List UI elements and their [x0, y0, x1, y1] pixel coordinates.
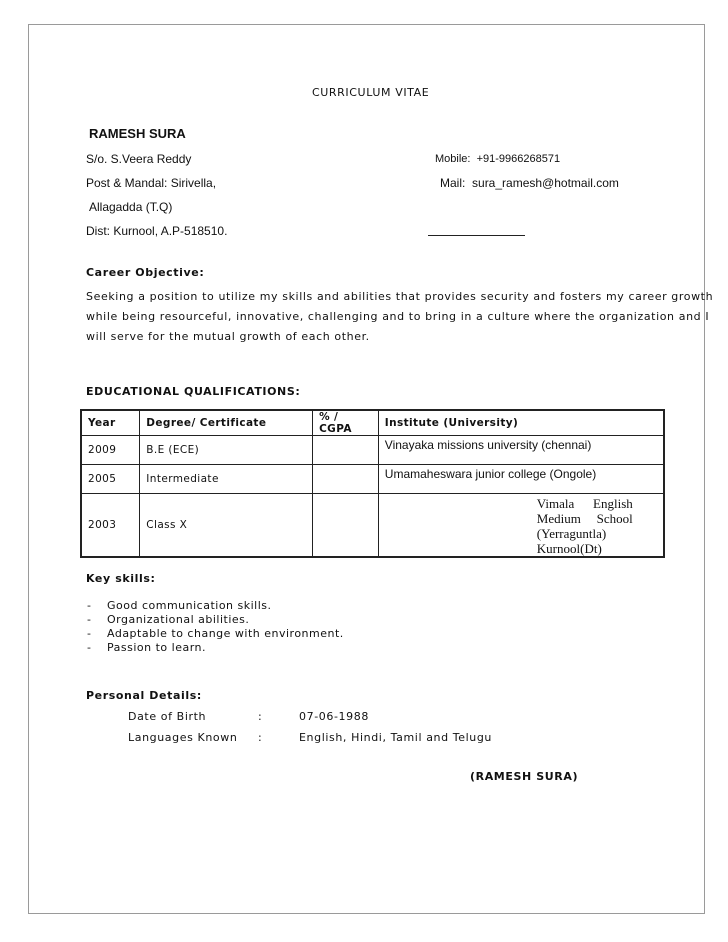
languages-value: English, Hindi, Tamil and Telugu [299, 731, 492, 744]
document-title: CURRICULUM VITAE [312, 86, 430, 99]
signature-name: (RAMESH SURA) [470, 770, 579, 783]
cell-degree: Intermediate [140, 465, 313, 494]
address-line-1: S/o. S.Veera Reddy [86, 152, 192, 166]
cell-year: 2005 [81, 465, 140, 494]
header-institute: Institute (University) [378, 410, 664, 436]
dob-label: Date of Birth [128, 710, 207, 723]
skill-text: Adaptable to change with environment. [107, 627, 344, 640]
applicant-name: RAMESH SURA [89, 126, 186, 141]
header-cgpa: % / CGPA [313, 410, 379, 436]
cell-degree: B.E (ECE) [140, 436, 313, 465]
mail-address: sura_ramesh@hotmail.com [472, 176, 619, 190]
cell-institute: Vinayaka missions university (chennai) [378, 436, 664, 465]
mobile-label: Mobile: [435, 153, 471, 165]
address-line-4: Dist: Kurnool, A.P-518510. [86, 224, 228, 238]
blank-underline [428, 235, 525, 236]
list-item: - Good communication skills. [87, 599, 272, 612]
cell-cgpa [313, 465, 379, 494]
cell-year: 2009 [81, 436, 140, 465]
skills-list [87, 599, 344, 655]
languages-colon: : [258, 731, 262, 744]
header-year: Year [81, 410, 140, 436]
list-item: - Organizational abilities. [87, 613, 250, 626]
mobile-number: +91-9966268571 [476, 153, 561, 165]
address-line-3: Allagadda (T.Q) [89, 200, 173, 214]
skill-text: Passion to learn. [107, 641, 206, 654]
table-row [81, 465, 664, 494]
mail-label: Mail: [440, 176, 466, 190]
table-header-row [81, 410, 664, 436]
career-objective-heading: Career Objective: [86, 266, 205, 279]
dob-value: 07-06-1988 [299, 710, 369, 723]
cell-institute: Umamaheswara junior college (Ongole) [378, 465, 664, 494]
objective-line-1: Seeking a position to utilize my skills and abilities that provides security and fosters my career growth [86, 290, 714, 303]
header-degree: Degree/ Certificate [140, 410, 313, 436]
objective-line-2: while being resourceful, innovative, challenging and to bring in a culture where the organization and I [86, 310, 710, 323]
key-skills-heading: Key skills: [86, 572, 156, 585]
address-line-2: Post & Mandal: Sirivella, [86, 176, 217, 190]
cell-cgpa [313, 494, 379, 558]
cell-institute [378, 494, 664, 558]
education-table [80, 409, 665, 558]
cell-cgpa [313, 436, 379, 465]
personal-details-heading: Personal Details: [86, 689, 202, 702]
school-name: Vimala English Medium School (Yerraguntla) Kurnool(Dt) [536, 496, 633, 556]
table-row [81, 436, 664, 465]
education-heading: EDUCATIONAL QUALIFICATIONS: [86, 385, 301, 398]
mobile-row [435, 153, 560, 165]
table-row [81, 494, 664, 558]
skill-text: Good communication skills. [107, 599, 272, 612]
cell-degree: Class X [140, 494, 313, 558]
cell-year: 2003 [81, 494, 140, 558]
objective-line-3: will serve for the mutual growth of each other. [86, 330, 370, 343]
dob-colon: : [258, 710, 262, 723]
list-item: - Adaptable to change with environment. [87, 627, 344, 640]
languages-label: Languages Known [128, 731, 238, 744]
skill-text: Organizational abilities. [107, 613, 250, 626]
list-item: - Passion to learn. [87, 641, 206, 654]
mail-row [440, 176, 619, 190]
